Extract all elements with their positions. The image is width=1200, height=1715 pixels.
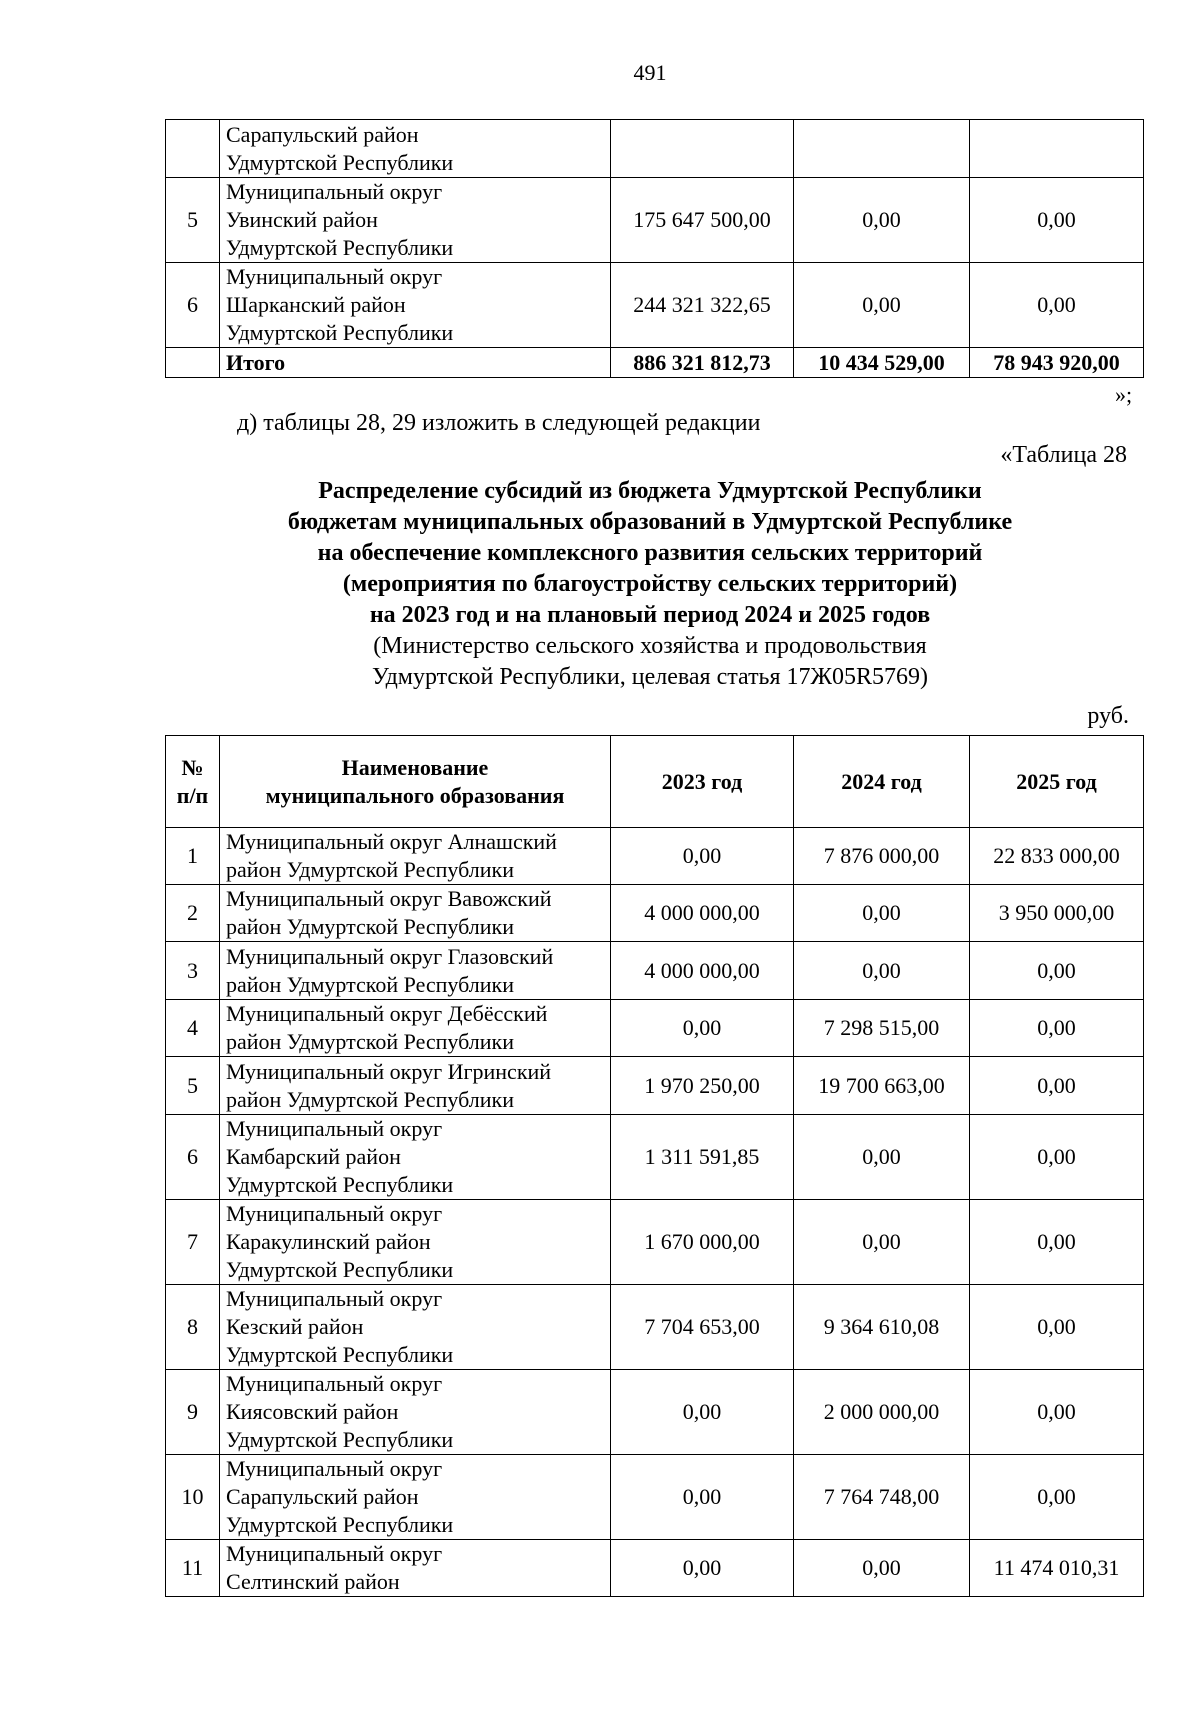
name-line: район Удмуртской Республики — [226, 857, 514, 882]
municipality-name — [220, 1370, 611, 1455]
value-2024 — [794, 120, 970, 178]
value-2023: 244 321 322,65 — [611, 263, 794, 348]
value-2024: 0,00 — [794, 1540, 970, 1597]
table-row — [166, 1115, 1144, 1200]
value-2024: 2 000 000,00 — [794, 1370, 970, 1455]
municipality-name — [220, 942, 611, 1000]
name-line: район Удмуртской Республики — [226, 971, 514, 997]
row-number: 1 — [166, 828, 220, 885]
name-line: Муниципальный округ Игринский — [226, 1058, 552, 1084]
row-number: 6 — [166, 263, 220, 348]
row-number: 11 — [166, 1540, 220, 1597]
value-2023: 7 704 653,00 — [611, 1285, 794, 1370]
table-title — [0, 476, 1200, 693]
value-2023: 0,00 — [611, 1540, 794, 1597]
total-2023: 886 321 812,73 — [611, 348, 794, 378]
total-2024: 10 434 529,00 — [794, 348, 970, 378]
value-2025: 0,00 — [970, 1370, 1144, 1455]
table-label: «Таблица 28 — [1000, 442, 1127, 468]
name-line: Муниципальный округ Вавожский — [226, 886, 552, 911]
row-number — [166, 120, 220, 178]
value-2025: 0,00 — [970, 178, 1144, 263]
title-line: на 2023 год и на плановый период 2024 и 2025 годов — [369, 602, 931, 628]
municipality-name — [220, 263, 611, 348]
name-line: Муниципальный округ — [226, 1201, 443, 1226]
municipality-name — [220, 1455, 611, 1540]
value-2025 — [970, 120, 1144, 178]
value-2024: 0,00 — [794, 178, 970, 263]
row-number: 6 — [166, 1115, 220, 1200]
municipality-name — [220, 1285, 611, 1370]
table-row — [166, 1200, 1144, 1285]
main-table — [165, 735, 1144, 1597]
row-number: 5 — [166, 1057, 220, 1115]
name-line: Муниципальный округ — [226, 1116, 443, 1141]
total-2025: 78 943 920,00 — [970, 348, 1144, 378]
name-line: Муниципальный округ Дебёсский — [226, 1001, 548, 1026]
table-row — [166, 1057, 1144, 1115]
total-label: Итого — [220, 348, 611, 378]
row-number: 4 — [166, 1000, 220, 1057]
name-line: Муниципальный округ — [226, 179, 443, 204]
header-name: Наименование муниципального образования — [220, 736, 611, 828]
title-line: бюджетам муниципальных образований в Удмуртской Республике — [287, 509, 1013, 535]
name-line: Удмуртской Республики — [226, 1257, 454, 1282]
total-row — [166, 348, 1144, 378]
value-2023: 0,00 — [611, 828, 794, 885]
header-2025: 2025 год — [970, 736, 1144, 828]
name-line: Удмуртской Республики — [226, 1342, 454, 1367]
table-row — [166, 1540, 1144, 1597]
value-2024: 0,00 — [794, 1200, 970, 1285]
table-row — [166, 828, 1144, 885]
municipality-name — [220, 1540, 611, 1597]
value-2024: 19 700 663,00 — [794, 1057, 970, 1115]
name-line: Удмуртской Республики — [226, 1427, 454, 1452]
value-2023 — [611, 120, 794, 178]
value-2025: 0,00 — [970, 1115, 1144, 1200]
value-2025: 3 950 000,00 — [970, 885, 1144, 942]
value-2024: 7 764 748,00 — [794, 1455, 970, 1540]
title-line: (мероприятия по благоустройству сельских территорий) — [342, 571, 958, 597]
header-2023: 2023 год — [611, 736, 794, 828]
title-line: на обеспечение комплексного развития сельских территорий — [317, 540, 983, 566]
value-2023: 0,00 — [611, 1370, 794, 1455]
value-2024: 0,00 — [794, 263, 970, 348]
name-line: Удмуртской Республики — [226, 235, 454, 260]
header-num: № п/п — [166, 736, 220, 828]
unit-label: руб. — [1087, 703, 1129, 729]
value-2023: 4 000 000,00 — [611, 942, 794, 1000]
value-2023: 1 670 000,00 — [611, 1200, 794, 1285]
row-number: 9 — [166, 1370, 220, 1455]
municipality-name — [220, 828, 611, 885]
name-line: Муниципальный округ — [226, 1371, 443, 1396]
value-2025: 0,00 — [970, 1200, 1144, 1285]
row-number: 5 — [166, 178, 220, 263]
value-2025: 11 474 010,31 — [970, 1540, 1144, 1597]
value-2024: 7 298 515,00 — [794, 1000, 970, 1057]
table-row — [166, 942, 1144, 1000]
name-line: Сарапульский район — [226, 1484, 419, 1509]
name-line: Удмуртской Республики — [226, 1172, 454, 1197]
municipality-name — [220, 120, 611, 178]
closing-quote: »; — [1115, 382, 1133, 407]
name-line: Киясовский район — [226, 1399, 399, 1424]
table-row — [166, 1285, 1144, 1370]
value-2023: 1 311 591,85 — [611, 1115, 794, 1200]
value-2023: 0,00 — [611, 1455, 794, 1540]
total-num — [166, 348, 220, 378]
name-line: Муниципальный округ — [226, 1541, 443, 1566]
name-line: Муниципальный округ — [226, 264, 443, 289]
name-line: район Удмуртской Республики — [226, 914, 514, 939]
name-line: Удмуртской Республики — [226, 149, 454, 175]
value-2023: 175 647 500,00 — [611, 178, 794, 263]
name-line: Каракулинский район — [226, 1229, 431, 1254]
municipality-name — [220, 885, 611, 942]
row-number: 2 — [166, 885, 220, 942]
value-2025: 22 833 000,00 — [970, 828, 1144, 885]
row-number: 7 — [166, 1200, 220, 1285]
name-line: Камбарский район — [226, 1144, 401, 1169]
page-number: 491 — [633, 60, 667, 85]
table-row — [166, 1455, 1144, 1540]
value-2025: 0,00 — [970, 942, 1144, 1000]
table-row — [166, 1000, 1144, 1057]
name-line: Селтинский район — [226, 1569, 400, 1594]
name-line: Удмуртской Республики — [226, 1512, 454, 1537]
name-line: Муниципальный округ — [226, 1286, 443, 1311]
table-row — [166, 885, 1144, 942]
subtitle-line: Удмуртской Республики, целевая статья 17Ж05R5769) — [371, 664, 929, 690]
title-line: Распределение субсидий из бюджета Удмуртской Республики — [318, 478, 982, 504]
name-line: Удмуртской Республики — [226, 320, 454, 345]
name-line: Сарапульский район — [226, 121, 419, 147]
header-row — [166, 736, 1144, 828]
table-row — [166, 1370, 1144, 1455]
municipality-name — [220, 1200, 611, 1285]
table-row — [166, 120, 1144, 178]
municipality-name — [220, 1115, 611, 1200]
value-2023: 4 000 000,00 — [611, 885, 794, 942]
municipality-name — [220, 1057, 611, 1115]
municipality-name — [220, 1000, 611, 1057]
value-2023: 1 970 250,00 — [611, 1057, 794, 1115]
table-row — [166, 178, 1144, 263]
name-line: район Удмуртской Республики — [226, 1029, 514, 1054]
name-line: Муниципальный округ Алнашский — [226, 829, 557, 854]
name-line: район Удмуртской Республики — [226, 1086, 514, 1112]
value-2025: 0,00 — [970, 1057, 1144, 1115]
name-line: Увинский район — [226, 207, 378, 232]
value-2025: 0,00 — [970, 263, 1144, 348]
municipality-name — [220, 178, 611, 263]
name-line: Муниципальный округ — [226, 1456, 443, 1481]
top-table — [165, 119, 1144, 378]
value-2025: 0,00 — [970, 1285, 1144, 1370]
subtitle-line: (Министерство сельского хозяйства и продовольствия — [373, 633, 927, 659]
table-row — [166, 263, 1144, 348]
row-number: 8 — [166, 1285, 220, 1370]
value-2024: 9 364 610,08 — [794, 1285, 970, 1370]
value-2023: 0,00 — [611, 1000, 794, 1057]
header-2024: 2024 год — [794, 736, 970, 828]
row-number: 3 — [166, 942, 220, 1000]
value-2025: 0,00 — [970, 1000, 1144, 1057]
value-2024: 0,00 — [794, 885, 970, 942]
value-2025: 0,00 — [970, 1455, 1144, 1540]
amendment-paragraph: д) таблицы 28, 29 изложить в следующей редакции — [237, 410, 761, 436]
value-2024: 0,00 — [794, 942, 970, 1000]
name-line: Шарканский район — [226, 292, 406, 317]
row-number: 10 — [166, 1455, 220, 1540]
value-2024: 0,00 — [794, 1115, 970, 1200]
value-2024: 7 876 000,00 — [794, 828, 970, 885]
name-line: Кезский район — [226, 1314, 364, 1339]
name-line: Муниципальный округ Глазовский — [226, 943, 554, 969]
